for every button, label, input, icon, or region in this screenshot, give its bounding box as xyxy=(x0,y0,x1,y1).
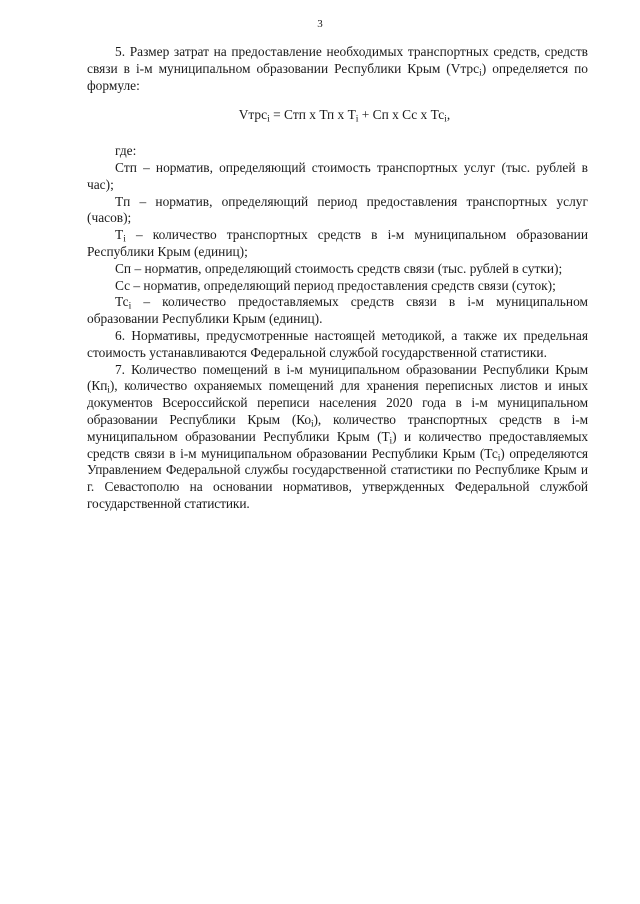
subscript: i xyxy=(497,451,501,463)
subscript: i xyxy=(267,113,270,125)
definition-text: T xyxy=(115,227,124,243)
item-5-text-end: ) определяется по формуле: xyxy=(87,60,589,93)
subscript: i xyxy=(389,435,393,447)
subscript: i xyxy=(355,113,359,125)
where-label: где: xyxy=(115,143,137,159)
item-5-text: 5. Размер затрат на предоставление необходимых транспортных средств, средств связи в i-м муниципальном образовании Республики Крым (Vтрс xyxy=(87,44,588,76)
subscript: i xyxy=(123,233,126,245)
paragraph-item-6: 6. Нормативы, предусмотренные настоящей методикой, а также их предельная стоимость устанавливаются Федеральной службой государственной статистики. xyxy=(87,327,588,360)
definition-item xyxy=(87,278,588,295)
paragraph-item-5 xyxy=(87,44,588,94)
formula-part: = Cтп x Тп x Т xyxy=(269,107,356,123)
subscript: i xyxy=(128,300,132,312)
definition-item xyxy=(87,261,588,278)
definition-text: Сс – норматив, определяющий период предоставления средств связи (суток); xyxy=(115,277,556,293)
page-number: 3 xyxy=(317,18,323,30)
definition-text: Cтп – норматив, определяющий стоимость транспортных услуг (тыс. рублей в час); xyxy=(87,159,588,192)
formula-part: Vтрс xyxy=(238,107,268,123)
subscript: i xyxy=(479,67,482,79)
definition-text: Tп – норматив, определяющий период предоставления транспортных услуг (часов); xyxy=(87,193,588,226)
definition-text: Cп – норматив, определяющий стоимость средств связи (тыс. рублей в сутки); xyxy=(115,260,563,276)
paragraph-item-7 xyxy=(87,362,588,513)
definition-text: Тс xyxy=(115,294,129,310)
item-7-text: ) и количество предоставляемых средств связи в i-м муниципальном образовании Республики Крым (Тс xyxy=(87,428,588,461)
definition-item xyxy=(87,227,588,261)
item-7-text: 7. Количество помещений в i-м муниципальном образовании Республики Крым (Кп xyxy=(87,361,588,394)
definition-item xyxy=(87,294,588,328)
definition-text: – количество предоставляемых средств связи в i-м муниципальном образовании Республики Крым (единиц). xyxy=(87,294,588,327)
subscript: i xyxy=(310,418,314,430)
subscript: i xyxy=(107,384,110,396)
item-7-text: ), количество транспортных средств в i-м муниципальном образовании Республики Крым (Т xyxy=(87,411,588,444)
definition-item xyxy=(87,160,588,194)
cost-formula xyxy=(87,107,588,124)
definition-item xyxy=(87,194,588,228)
item-7-text: ) определяются Управлением Федеральной службы государственной статистики по Республике Крым и г. Севастополю на основании нормативов, утвержденных Федеральной службой государственной статистики. xyxy=(87,445,588,511)
definition-text: – количество транспортных средств в i-м муниципальном образовании Республики Крым (единиц); xyxy=(87,227,588,259)
subscript: i xyxy=(444,113,447,125)
document-body xyxy=(87,44,588,513)
formula-part: , xyxy=(446,107,451,123)
formula-part: + Cп x Сс x Тс xyxy=(358,107,445,123)
item-7-text: ), количество охраняемых помещений для хранения переписных листов и иных документов Всероссийской переписи населения 2020 года в i-м муниципальном образовании Республики Крым (Ко xyxy=(87,378,588,427)
